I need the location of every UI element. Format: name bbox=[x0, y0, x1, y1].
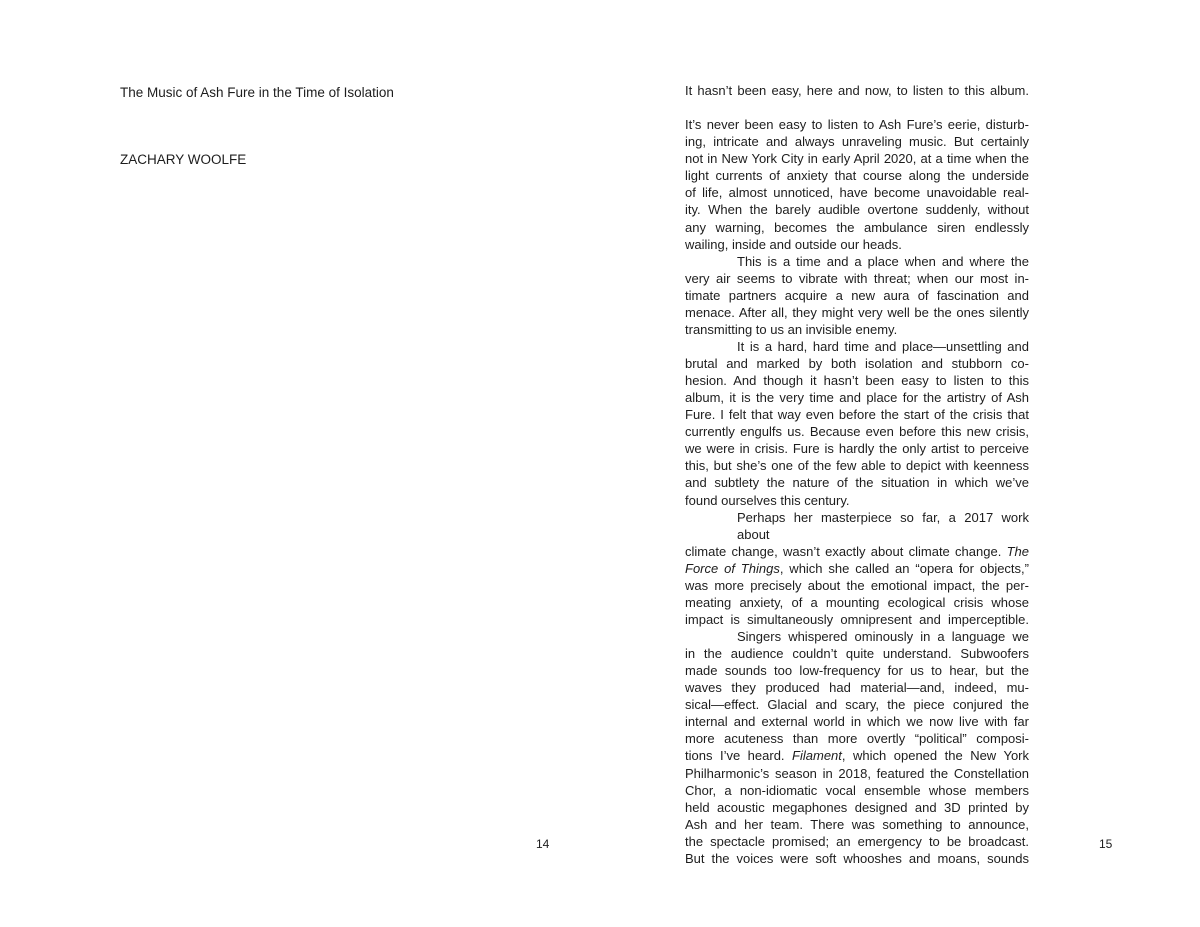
article-title: The Music of Ash Fure in the Time of Isolation bbox=[120, 85, 394, 100]
text-line: wailing, inside and outside our heads. bbox=[685, 236, 902, 252]
text-line: of life, almost unnoticed, have become unavoidable real- bbox=[685, 185, 1029, 201]
text-line: the spectacle promised; an emergency to be broadcast. bbox=[685, 833, 1029, 849]
text-line: Perhaps her masterpiece so far, a 2017 work about bbox=[737, 509, 1029, 542]
text-line: meating anxiety, of a mounting ecological crisis whose bbox=[685, 594, 1029, 610]
text-line: held acoustic megaphones designed and 3D printed by bbox=[685, 799, 1029, 815]
paragraph bbox=[685, 338, 1029, 509]
text-line: more acuteness than more overtly “political” composi- bbox=[685, 731, 1029, 747]
text-line: Philharmonic’s season in 2018, featured the Constellation bbox=[685, 765, 1029, 781]
text-line: Singers whispered ominously in a language we bbox=[737, 629, 1029, 644]
text-line: we were in crisis. Fure is hardly the only artist to perceive bbox=[685, 441, 1029, 457]
text-line: waves they produced had material—and, indeed, mu- bbox=[685, 680, 1029, 696]
text-line: internal and external world in which we now live with far bbox=[685, 714, 1029, 730]
text-line: was more precisely about the emotional impact, the per- bbox=[685, 577, 1029, 593]
text-line: album, it is the very time and place for the artistry of Ash bbox=[685, 390, 1029, 406]
text-line: found ourselves this century. bbox=[685, 492, 850, 508]
text-line: Fure. I felt that way even before the start of the crisis that bbox=[685, 407, 1029, 423]
text-line: any warning, becomes the ambulance siren endlessly bbox=[685, 219, 1029, 235]
page-number-right: 15 bbox=[1099, 837, 1113, 851]
text-line: sical—effect. Glacial and scary, the piece conjured the bbox=[685, 697, 1029, 713]
paragraph bbox=[685, 82, 1029, 99]
text-line: currently engulfs us. Because even before this new crisis, bbox=[685, 424, 1029, 440]
paragraph bbox=[685, 509, 1029, 628]
paragraph bbox=[685, 116, 1029, 253]
text-line: But the voices were soft whooshes and moans, sounds bbox=[685, 850, 1029, 866]
author-name: ZACHARY WOOLFE bbox=[120, 152, 247, 167]
text-line: this, but she’s one of the few able to depict with keenness bbox=[685, 458, 1029, 474]
text-line: This is a time and a place when and where the bbox=[737, 253, 1029, 269]
text-line: It is a hard, hard time and place—unsettling and bbox=[737, 338, 1029, 354]
page-number-left: 14 bbox=[536, 837, 550, 851]
text-line: and subtlety the nature of the situation in which we’ve bbox=[685, 475, 1029, 491]
text-line: It hasn’t been easy, here and now, to listen to this album. bbox=[685, 83, 1029, 98]
text-line: impact is simultaneously omnipresent and imperceptible. bbox=[685, 611, 1029, 627]
text-line: Force of Things, which she called an “opera for objects,” bbox=[685, 560, 1029, 576]
text-line: light currents of anxiety that course along the underside bbox=[685, 168, 1029, 184]
paragraph bbox=[685, 253, 1029, 338]
text-line: not in New York City in early April 2020, at a time when the bbox=[685, 151, 1029, 167]
text-line: ing, intricate and always unraveling music. But certainly bbox=[685, 134, 1029, 150]
text-line: in the audience couldn’t quite understand. Subwoofers bbox=[685, 646, 1029, 662]
text-line: ity. When the barely audible overtone suddenly, without bbox=[685, 202, 1029, 218]
text-line: Ash and her team. There was something to announce, bbox=[685, 816, 1029, 832]
text-line: timate partners acquire a new aura of fascination and bbox=[685, 287, 1029, 303]
text-line: transmitting to us an invisible enemy. bbox=[685, 321, 898, 337]
text-line: Chor, a non-idiomatic vocal ensemble whose members bbox=[685, 782, 1029, 798]
body-text-column bbox=[685, 82, 1029, 867]
text-line: menace. After all, they might very well be the ones silently bbox=[685, 304, 1029, 320]
text-line: made sounds too low-frequency for us to hear, but the bbox=[685, 663, 1029, 679]
text-line: brutal and marked by both isolation and stubborn co- bbox=[685, 356, 1029, 371]
text-line: tions I’ve heard. Filament, which opened the New York bbox=[685, 748, 1029, 764]
paragraph bbox=[685, 628, 1029, 867]
text-line: hesion. And though it hasn’t been easy to listen to this bbox=[685, 373, 1029, 389]
text-line: very air seems to vibrate with threat; when our most in- bbox=[685, 270, 1029, 286]
text-line: climate change, wasn’t exactly about climate change. The bbox=[685, 543, 1029, 559]
text-line: It’s never been easy to listen to Ash Fure’s eerie, disturb- bbox=[685, 117, 1029, 133]
